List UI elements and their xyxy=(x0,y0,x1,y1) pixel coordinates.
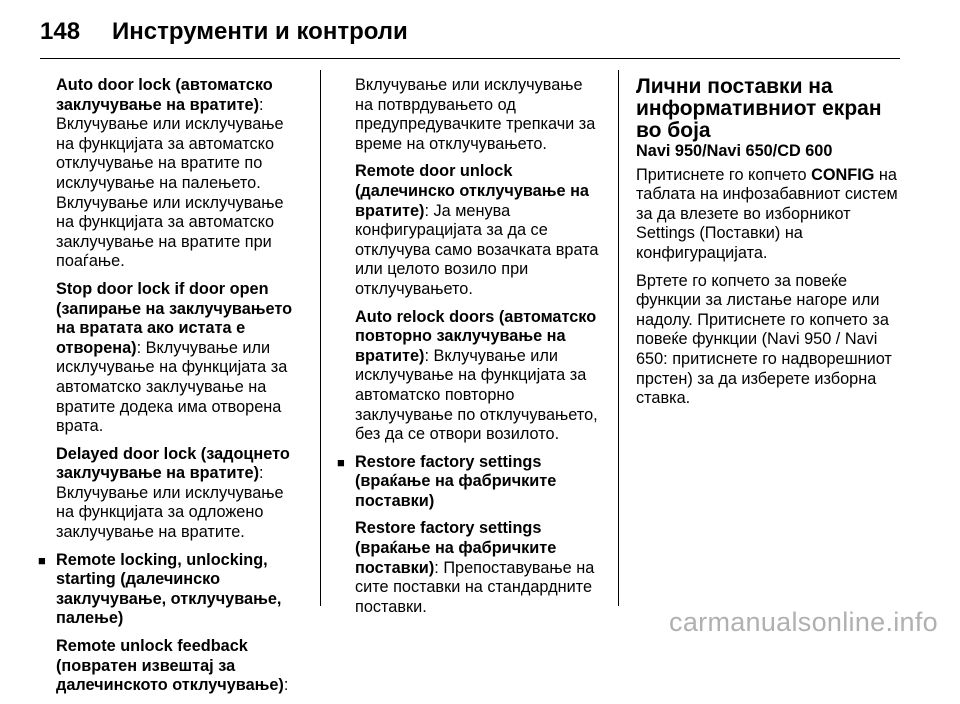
section-heading: Лични поставки на информативниот екран во боја xyxy=(636,75,882,142)
bullet-square-icon: ■ xyxy=(337,454,345,470)
stop-door-lock-term: Stop door lock if door open (запирање на заклучувањето на вратата ако истата е отворена) xyxy=(56,279,293,357)
knob-instructions: Вртете го копчето за повеќе функции за листање нагоре или надолу. Притиснете го копчето за повеќе функции (Navi 950 / Navi 650: притиснете го надворешниот прстен) за да изберете изборна ставка. xyxy=(636,271,892,408)
bullet-restore-factory xyxy=(335,453,605,512)
auto-relock-desc: Вклучување или исклучување на функцијата за автоматско повторно заклучување по отклучувањето, без да се отвори возилото. xyxy=(355,346,598,444)
remote-unlock-feedback-entry xyxy=(56,637,306,696)
remote-unlock-feedback-term: Remote unlock feedback (повратен извештај за далечинското отклучување) xyxy=(56,637,284,695)
page-number: 148 xyxy=(40,18,81,45)
bullet-restore-factory-text: Restore factory settings (враќање на фабричките поставки) xyxy=(355,452,557,510)
auto-relock-entry xyxy=(355,308,605,445)
auto-door-lock-desc: Вклучување или исклучување на функцијата за автоматско отклучување на вратите по исклучување на палењето. Вклучување или исклучување на функцијата за автоматско заклучување на вратите при поаѓање. xyxy=(56,115,284,271)
auto-door-lock-entry xyxy=(56,76,306,272)
delayed-door-lock-desc: Вклучување или исклучување на функцијата за одложено заклучување на вратите. xyxy=(56,483,284,542)
bullet-remote-locking xyxy=(36,551,306,629)
colon: : xyxy=(283,676,289,695)
bullet-square-icon: ■ xyxy=(38,552,46,568)
restore-factory-term: Restore factory settings (враќање на фабричките поставки) xyxy=(355,519,557,577)
colon: : xyxy=(434,558,439,577)
colon: : xyxy=(259,95,264,114)
section-subheading: Navi 950/Navi 650/CD 600 xyxy=(636,142,833,160)
page-title: Инструменти и контроли xyxy=(112,18,408,45)
auto-door-lock-term: Auto door lock (автоматско заклучување на вратите) xyxy=(56,76,273,114)
stop-door-lock-entry xyxy=(56,280,306,437)
column-2 xyxy=(337,76,605,625)
config-text-after: на таблата на инфозабавниот систем за да влезете во изборникот Settings (Поставки) на конфигурацијата. xyxy=(636,165,898,262)
config-instructions xyxy=(636,166,902,264)
colon: : xyxy=(424,201,429,220)
column-3 xyxy=(636,76,902,417)
remote-door-unlock-term: Remote door unlock (далечинско отклучување на вратите) xyxy=(355,162,589,220)
stop-door-lock-desc: Вклучување или исклучување на функцијата за автоматско заклучување на вратите додека има отворена врата. xyxy=(56,338,288,436)
column-divider-2 xyxy=(618,70,619,606)
remote-unlock-feedback-desc: Вклучување или исклучување на потврдувањето од предупредувачките трепкачи за време на отклучувањето. xyxy=(355,76,596,153)
bullet-remote-locking-text: Remote locking, unlocking, starting (далечинско заклучување, отклучување, палење) xyxy=(56,550,282,628)
remote-door-unlock-desc: Ја менува конфигурацијата за да се отклучува само возачката врата или целото возило при отклучувањето. xyxy=(355,201,599,298)
config-button-label: CONFIG xyxy=(811,165,875,184)
colon: : xyxy=(136,338,142,357)
delayed-door-lock-term: Delayed door lock (задоцнето заклучување на вратите) xyxy=(56,444,290,483)
colon: : xyxy=(424,346,429,365)
page-header xyxy=(40,18,408,48)
column-1 xyxy=(38,76,306,704)
restore-factory-entry xyxy=(355,519,605,617)
auto-relock-term: Auto relock doors (автоматско повторно заклучување на вратите) xyxy=(355,307,597,365)
watermark: carmanualsonline.info xyxy=(669,607,938,637)
restore-factory-desc: Препоставување на сите поставки на стандардните поставки. xyxy=(355,558,595,616)
colon: : xyxy=(259,464,264,483)
header-divider xyxy=(40,58,900,59)
remote-door-unlock-entry xyxy=(355,162,605,299)
column-divider-1 xyxy=(320,70,321,606)
delayed-door-lock-entry xyxy=(56,445,306,543)
config-text-before: Притиснете го копчето xyxy=(636,165,812,184)
